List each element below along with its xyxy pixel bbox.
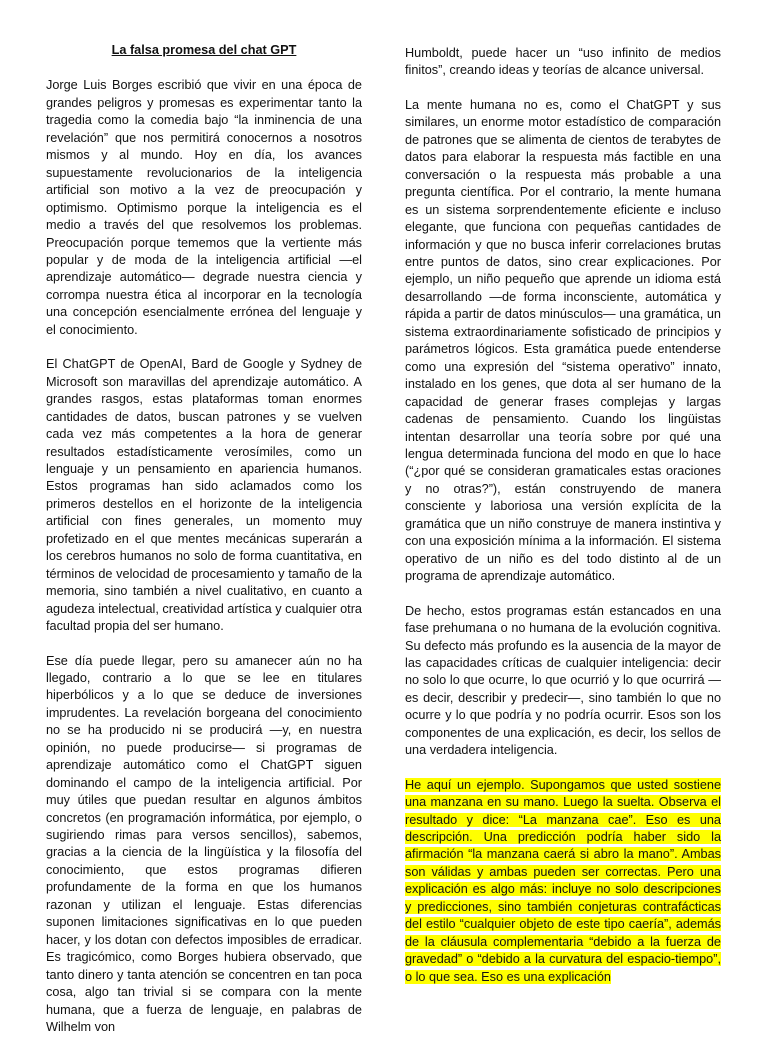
paragraph-human-mind: La mente humana no es, como el ChatGPT y sus similares, un enorme motor estadístico de comparación de patrones que se alimenta de cientos de terabytes de datos para elaborar la respuesta más factible en una conversación o la respuesta más probable a una pregunta científica. Por el contrario, la mente humana es un sistema sorprendentemente eficiente e incluso elegante, que funciona con pequeñas cantidades de información y que no busca inferir correlaciones brutas entre puntos de datos, sino crear explicaciones. Por ejemplo, un niño pequeño que aprende un idioma está desarrollando —de forma inconsciente, automática y rápida a partir de datos minúsculos— una gramática, un sistema extraordinariamente sofisticado de principios y parámetros lógicos. Esta gramática puede entenderse como una expresión del “sistema operativo” innato, instalado en los genes, que dota al ser humano de la capacidad de generar frases complejas y largas cadenas de pensamiento. Cuando los lingüistas intentan desarrollar una teoría sobre por qué una lengua determinada funciona del modo en que lo hace (“¿por qué se consideran gramaticales estas oraciones y no otras?”), están construyendo de manera consciente y laboriosa una versión explícita de la gramática que un niño construye de manera instintiva y con una exposición mínima a la información. El sistema operativo de un niño es del todo distinto al de un programa de aprendizaje automático. — [405, 97, 721, 584]
paragraph-dawn-not-arrived: Ese día puede llegar, pero su amanecer aún no ha llegado, contrario a lo que se lee en titulares hiperbólicos y a lo que se deduce de inversiones imprudentes. La revelación borgeana del conocimiento no se ha producido ni se producirá —y, en nuestra opinión, no puede producirse— si programas de aprendizaje automático como el ChatGPT siguen dominando el campo de la inteligencia artificial. Por muy útiles que puedan resultar en algunos ámbitos concretos (en programación informática, por ejemplo, o sugiriendo rimas para versos sencillos), sabemos, gracias a la ciencia de la lingüística y la filosofía del conocimiento, que estos programas difieren profundamente de la forma en que los humanos razonan y utilizan el lenguaje. Estas diferencias suponen limitaciones significativas en lo que pueden hacer, y los dotan con defectos imposibles de erradicar. Es tragicómico, como Borges hubiera observado, que tanto dinero y tanta atención se concentren en tan poca cosa, algo tan trivial si se compara con la mente humana, que a fuerza de lenguaje, en palabras de Wilhelm von — [46, 653, 362, 1035]
paragraph-borges-intro: Jorge Luis Borges escribió que vivir en una época de grandes peligros y promesas es experimentar tanto la tragedia como la comedia bajo “la inminencia de una revelación” que nos permitirá conocernos a nosotros mismos y al mundo. Hoy en día, los avances supuestamente revolucionarios de la inteligencia artificial son motivo a la vez de preocupación y optimismo. Optimismo porque la inteligencia es el medio a través del que resolvemos los problemas. Preocupación porque tememos que la vertiente más popular y de moda de la inteligencia artificial —el aprendizaje automático— degrade nuestra ciencia y corrompa nuestra ética al incorporar en la tecnología una concepción esencialmente errónea del lenguaje y el conocimiento. — [46, 78, 362, 337]
paragraph-humboldt: Humboldt, puede hacer un “uso infinito de medios finitos”, creando ideas y teorías de alcance universal. — [405, 46, 721, 78]
paragraph-prehuman-phase: De hecho, estos programas están estancados en una fase prehumana o no humana de la evolución cognitiva. Su defecto más profundo es la ausencia de la mayor de las capacidades críticas de cualquier inteligencia: decir no solo lo que ocurre, lo que ocurrió y lo que ocurrirá —es decir, describir y predecir—, sino también lo que no ocurre y lo que podría y no podría ocurrir. Esos son los componentes de una explicación, es decir, los sellos de una verdadera inteligencia. — [405, 603, 721, 758]
right-column — [405, 45, 721, 1003]
highlighted-text: He aquí un ejemplo. Supongamos que usted sostiene una manzana en su mano. Luego la suelta. Observa el resultado y dice: “La manzana cae”. Eso es una descripción. Una predicción podría haber sido la afirmación “la manzana caerá si abro la mano”. Ambas son válidas y ambas pueden ser correctas. Pero una explicación es algo más: incluye no solo descripciones y predicciones, sino también conjeturas contrafácticas del estilo “cualquier objeto de este tipo caería”, además de la cláusula complementaria “debido a la fuerza de gravedad” o “debido a la curvatura del espacio-tiempo”, o lo que sea. Eso es una explicación — [405, 777, 721, 984]
left-column — [46, 42, 362, 1053]
paragraph-chatgpt-marvels: El ChatGPT de OpenAI, Bard de Google y Sydney de Microsoft son maravillas del aprendizaje automático. A grandes rasgos, estas plataformas toman enormes cantidades de datos, buscan patrones y se vuelven cada vez más competentes a la hora de generar resultados estadísticamente verosímiles, como un lenguaje y un pensamiento en apariencia humanos. Estos programas han sido aclamados como los primeros destellos en el horizonte de la inteligencia artificial con fines generales, un momento muy profetizado en el que mentes mecánicas superarán a los cerebros humanos no solo de forma cuantitativa, en términos de velocidad de procesamiento y tamaño de la memoria, sino también a nivel cualitativo, en cuanto a agudeza intelectual, creatividad artística y cualquier otra facultad propia del ser humano. — [46, 357, 362, 634]
paragraph-apple-example — [405, 777, 721, 986]
document-title: La falsa promesa del chat GPT — [111, 43, 297, 57]
